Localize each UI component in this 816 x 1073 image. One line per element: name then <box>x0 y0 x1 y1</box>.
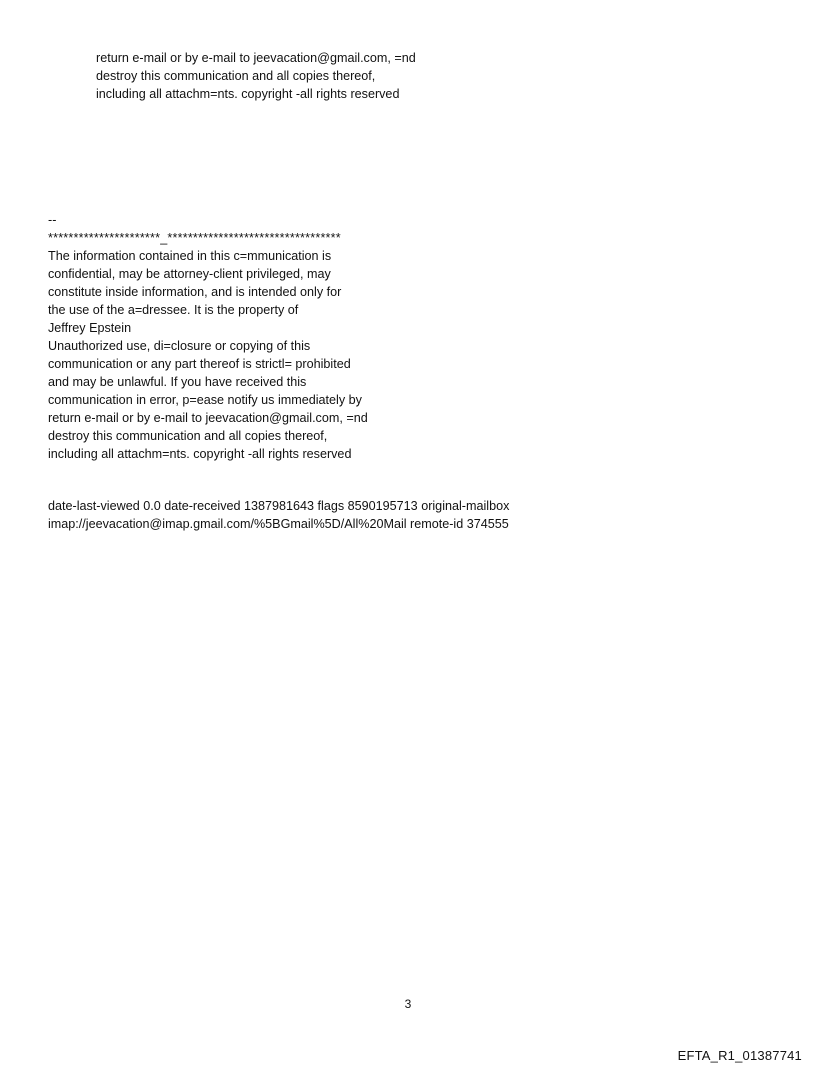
disclaimer-line: the use of the a=dressee. It is the property of <box>48 303 299 317</box>
signature-stars: **********************_********************************** <box>48 231 341 245</box>
disclaimer-line: communication or any part thereof is strictl= prohibited <box>48 357 351 371</box>
message-metadata <box>48 497 768 533</box>
disclaimer-line: and may be unlawful. If you have received this <box>48 375 307 389</box>
page-number: 3 <box>404 997 412 1011</box>
disclaimer-line: confidential, may be attorney-client privileged, may <box>48 267 331 281</box>
signature-separator: -- <box>48 213 57 227</box>
disclaimer-line: destroy this communication and all copies thereof, <box>48 429 328 443</box>
metadata-line: date-last-viewed 0.0 date-received 1387981643 flags 8590195713 original-mailbox <box>48 499 510 513</box>
disclaimer-line: communication in error, p=ease notify us immediately by <box>48 393 362 407</box>
bates-number: EFTA_R1_01387741 <box>677 1048 802 1063</box>
quoted-disclaimer-line: destroy this communication and all copies thereof, <box>96 69 376 83</box>
disclaimer-line: return e-mail or by e-mail to jeevacation@gmail.com, =nd <box>48 411 368 425</box>
disclaimer-line: including all attachm=nts. copyright -all rights reserved <box>48 447 352 461</box>
quoted-disclaimer <box>96 49 696 103</box>
disclaimer-line: constitute inside information, and is intended only for <box>48 285 342 299</box>
disclaimer-line: The information contained in this c=mmunication is <box>48 249 332 263</box>
disclaimer-line: Unauthorized use, di=closure or copying of this <box>48 339 311 353</box>
quoted-disclaimer-line: return e-mail or by e-mail to jeevacation@gmail.com, =nd <box>96 51 416 65</box>
signature-disclaimer <box>48 211 748 463</box>
quoted-disclaimer-line: including all attachm=nts. copyright -all rights reserved <box>96 87 400 101</box>
disclaimer-line: Jeffrey Epstein <box>48 321 132 335</box>
metadata-line: imap://jeevacation@imap.gmail.com/%5BGmail%5D/All%20Mail remote-id 374555 <box>48 517 509 531</box>
